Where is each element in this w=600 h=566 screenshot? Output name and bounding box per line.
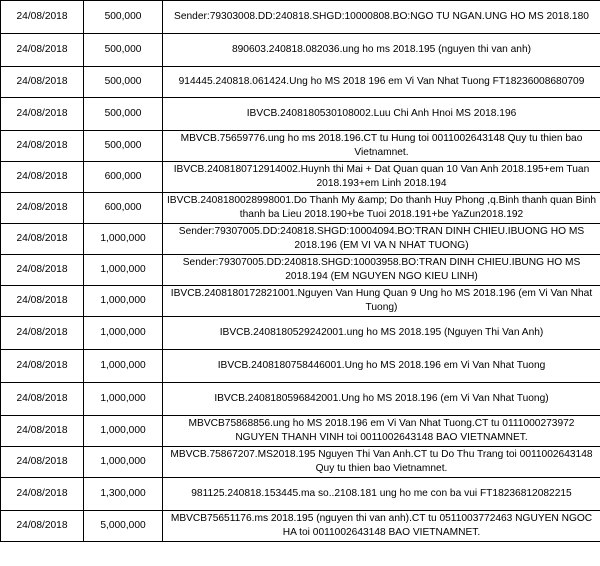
table-row (1, 34, 600, 67)
description-cell: Sender:79307005.DD:240818.SHGD:10004094.BO:TRAN DINH CHIEU.IBUONG HO MS 2018.196 (EM VI VA N NHAT TUONG) (163, 224, 600, 255)
description-cell: MBVCB.75659776.ung ho ms 2018.196.CT tu Hung toi 0011002643148 Quy tu thien bao Vietnamnet. (163, 131, 600, 162)
date-cell: 24/08/2018 (1, 383, 84, 416)
table-row (1, 1, 600, 34)
amount-cell: 500,000 (84, 98, 163, 131)
date-cell: 24/08/2018 (1, 317, 84, 350)
description-cell: IBVCB.2408180758446001.Ung ho MS 2018.196 em Vi Van Nhat Tuong (163, 350, 600, 383)
description-cell: MBVCB75651176.ms 2018.195 (nguyen thi van anh).CT tu 0511003772463 NGUYEN NGOC HA toi 0011002643148 BAO VIETNAMNET. (163, 511, 600, 542)
description-cell: IBVCB.2408180028998001.Do Thanh My &amp; Do thanh Huy Phong ,q.Binh thanh quan Binh thanh ba Lieu 2018.190+be Tuoi 2018.191+be YaZun2018.192 (163, 193, 600, 224)
description-cell: 914445.240818.061424.Ung ho MS 2018 196 em Vi Van Nhat Tuong FT18236008680709 (163, 67, 600, 98)
date-cell: 24/08/2018 (1, 416, 84, 447)
amount-cell: 1,000,000 (84, 286, 163, 317)
description-cell: IBVCB.2408180712914002.Huynh thi Mai + Dat Quan quan 10 Van Anh 2018.195+em Tuan 2018.193+em Linh 2018.194 (163, 162, 600, 193)
description-cell: MBVCB75868856.ung ho MS 2018.196 em Vi Van Nhat Tuong.CT tu 0111000273972 NGUYEN THANH VINH toi 0011002643148 BAO VIETNAMNET. (163, 416, 600, 447)
date-cell: 24/08/2018 (1, 193, 84, 224)
date-cell: 24/08/2018 (1, 67, 84, 98)
table-row (1, 162, 600, 193)
amount-cell: 1,000,000 (84, 255, 163, 286)
amount-cell: 500,000 (84, 1, 163, 34)
description-cell: IBVCB.2408180172821001.Nguyen Van Hung Quan 9 Ung ho MS 2018.196 (em Vi Van Nhat Tuong) (163, 286, 600, 317)
table-row (1, 224, 600, 255)
amount-cell: 500,000 (84, 34, 163, 67)
table-row (1, 447, 600, 478)
table-row (1, 98, 600, 131)
amount-cell: 1,000,000 (84, 317, 163, 350)
date-cell: 24/08/2018 (1, 478, 84, 511)
date-cell: 24/08/2018 (1, 131, 84, 162)
table-row (1, 478, 600, 511)
table-row (1, 350, 600, 383)
amount-cell: 600,000 (84, 162, 163, 193)
amount-cell: 500,000 (84, 67, 163, 98)
amount-cell: 500,000 (84, 131, 163, 162)
description-cell: IBVCB.2408180596842001.Ung ho MS 2018.196 (em Vi Van Nhat Tuong) (163, 383, 600, 416)
date-cell: 24/08/2018 (1, 447, 84, 478)
date-cell: 24/08/2018 (1, 1, 84, 34)
description-cell: IBVCB.2408180530108002.Luu Chi Anh Hnoi MS 2018.196 (163, 98, 600, 131)
amount-cell: 1,000,000 (84, 447, 163, 478)
table-row (1, 317, 600, 350)
description-cell: Sender:79307005.DD:240818.SHGD:10003958.BO:TRAN DINH CHIEU.IBUNG HO MS 2018.194 (EM NGUYEN NGO KIEU LINH) (163, 255, 600, 286)
amount-cell: 1,000,000 (84, 224, 163, 255)
description-cell: 890603.240818.082036.ung ho ms 2018.195 (nguyen thi van anh) (163, 34, 600, 67)
date-cell: 24/08/2018 (1, 255, 84, 286)
table-row (1, 255, 600, 286)
description-cell: IBVCB.2408180529242001.ung ho MS 2018.195 (Nguyen Thi Van Anh) (163, 317, 600, 350)
amount-cell: 600,000 (84, 193, 163, 224)
table-row (1, 416, 600, 447)
date-cell: 24/08/2018 (1, 162, 84, 193)
description-cell: Sender:79303008.DD:240818.SHGD:10000808.BO:NGO TU NGAN.UNG HO MS 2018.180 (163, 1, 600, 34)
table-row (1, 286, 600, 317)
date-cell: 24/08/2018 (1, 34, 84, 67)
table-body (1, 1, 600, 542)
table-row (1, 193, 600, 224)
date-cell: 24/08/2018 (1, 224, 84, 255)
date-cell: 24/08/2018 (1, 98, 84, 131)
amount-cell: 1,000,000 (84, 350, 163, 383)
date-cell: 24/08/2018 (1, 286, 84, 317)
amount-cell: 5,000,000 (84, 511, 163, 542)
table-row (1, 383, 600, 416)
table-row (1, 67, 600, 98)
date-cell: 24/08/2018 (1, 511, 84, 542)
table-row (1, 131, 600, 162)
amount-cell: 1,000,000 (84, 383, 163, 416)
date-cell: 24/08/2018 (1, 350, 84, 383)
amount-cell: 1,300,000 (84, 478, 163, 511)
description-cell: 981125.240818.153445.ma so..2108.181 ung ho me con ba vui FT18236812082215 (163, 478, 600, 511)
description-cell: MBVCB.75867207.MS2018.195 Nguyen Thi Van Anh.CT tu Do Thu Trang toi 0011002643148 Quy tu thien bao Vietnamnet. (163, 447, 600, 478)
table-row (1, 511, 600, 542)
amount-cell: 1,000,000 (84, 416, 163, 447)
